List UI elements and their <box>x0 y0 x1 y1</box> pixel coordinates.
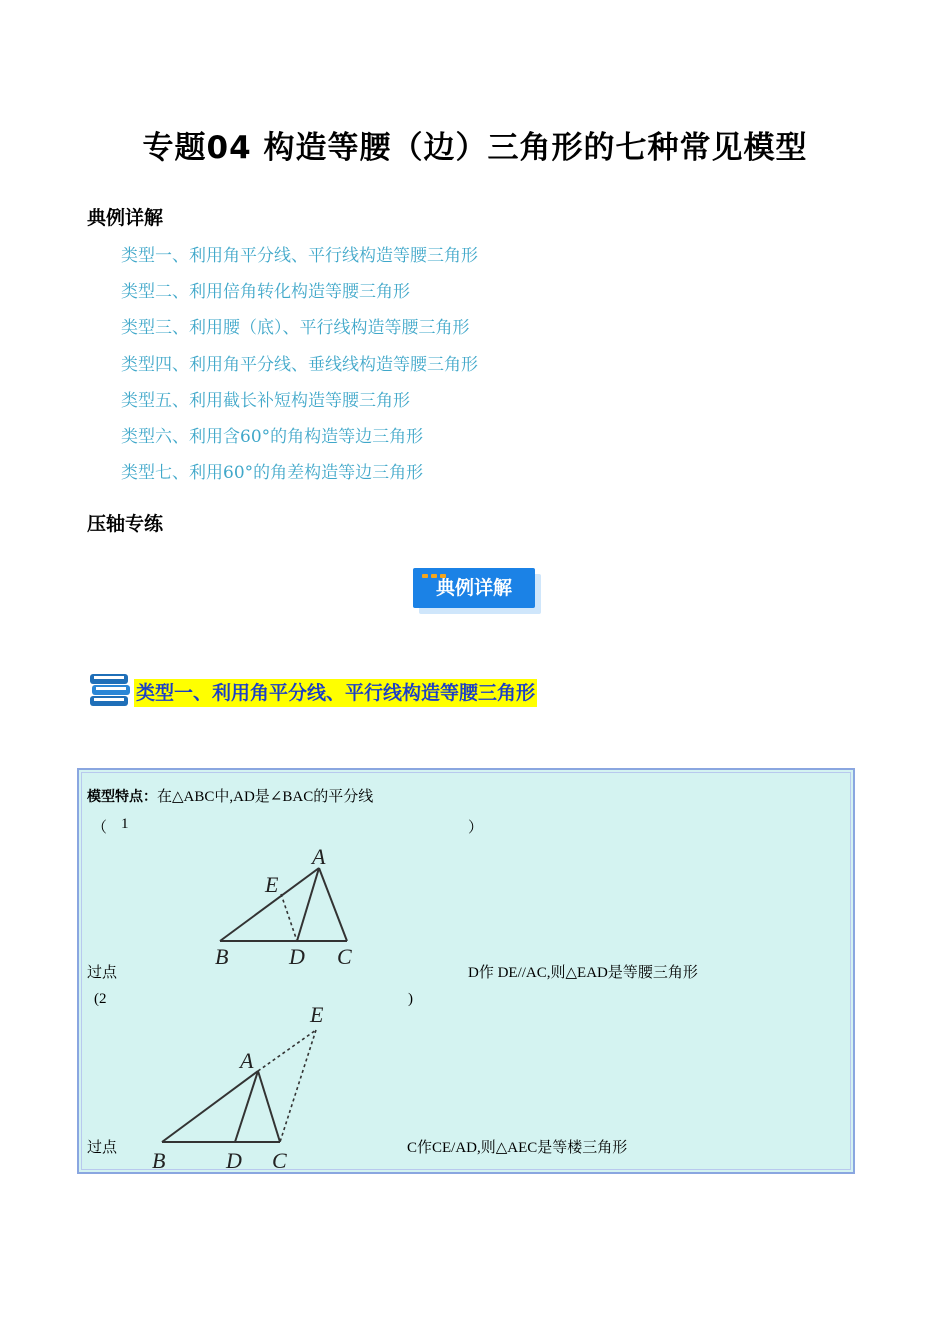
fig2-label-e: E <box>310 1002 324 1027</box>
fig1-label-d: D <box>289 944 305 969</box>
toc-item-4[interactable]: 类型四、利用角平分线、垂线线构造等腰三角形 <box>121 355 478 375</box>
page-title: 专题04 构造等腰（边）三角形的七种常见模型 <box>142 130 808 166</box>
practice-heading: 压轴专练 <box>87 513 164 535</box>
figure-1 <box>205 840 375 970</box>
fig1-label-b: B <box>215 944 229 969</box>
case2-close: ) <box>408 991 413 1007</box>
case1-number: 1 <box>121 816 129 832</box>
case1-close: ） <box>468 820 484 836</box>
toc-item-5[interactable]: 类型五、利用截长补短构造等腰三角形 <box>121 391 410 411</box>
fig1-label-c: C <box>337 944 352 969</box>
case1-text: D作 DE//AC,则△EAD是等腰三角形 <box>468 965 698 981</box>
toc-item-7[interactable]: 类型七、利用60°的角差构造等边三角形 <box>121 463 424 483</box>
toc-item-2[interactable]: 类型二、利用倍角转化构造等腰三角形 <box>121 282 410 302</box>
fig2-label-a: A <box>240 1048 254 1073</box>
toc-item-6[interactable]: 类型六、利用含60°的角构造等边三角形 <box>121 427 424 447</box>
toc-heading: 典例详解 <box>87 207 164 229</box>
case1-lead: 过点 <box>87 965 118 981</box>
model-feature <box>87 785 373 806</box>
case2-text: C作CE/AD,则△AEC是等楼三角形 <box>407 1140 628 1156</box>
books-icon <box>88 670 132 710</box>
model-feature-text: 在△ABC中,AD是∠BAC的平分线 <box>157 789 374 805</box>
case1-open: （ <box>92 820 108 836</box>
toc-item-3[interactable]: 类型三、利用腰（底）、平行线构造等腰三角形 <box>121 318 470 338</box>
fig2-label-d: D <box>226 1148 242 1173</box>
figure-2 <box>140 996 340 1174</box>
fig1-label-e: E <box>265 872 279 897</box>
toc-item-1[interactable]: 类型一、利用角平分线、平行线构造等腰三角形 <box>121 246 478 266</box>
case2-lead: 过点 <box>87 1140 118 1156</box>
case2-open: (2 <box>94 991 107 1007</box>
section-badge-label: 典例详解 <box>435 577 512 599</box>
fig2-label-b: B <box>152 1148 166 1173</box>
fig1-label-a: A <box>312 844 326 869</box>
type1-heading: 类型一、利用角平分线、平行线构造等腰三角形 <box>134 679 537 707</box>
fig2-label-c: C <box>272 1148 287 1173</box>
model-feature-label: 模型特点： <box>87 789 157 805</box>
